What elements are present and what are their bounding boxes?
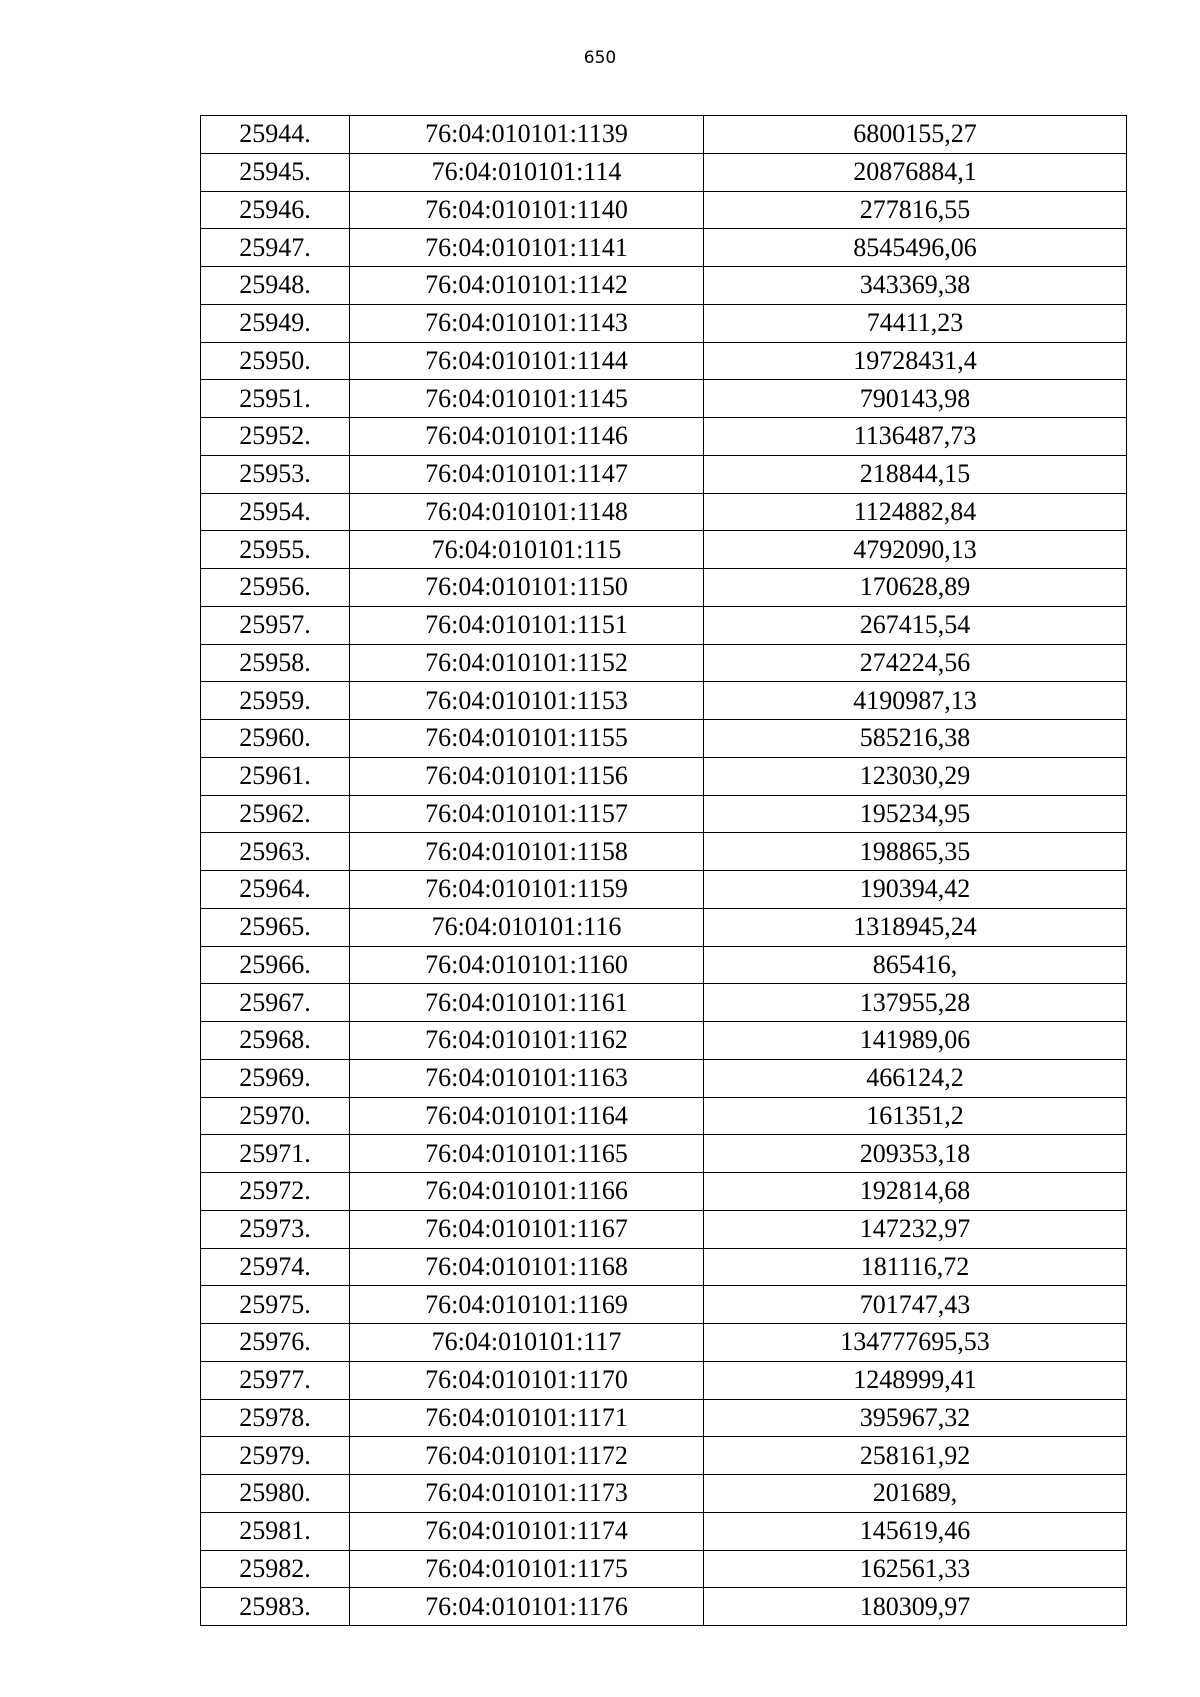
table-row xyxy=(201,1361,1127,1399)
table-row xyxy=(201,267,1127,305)
row-number-cell: 25974. xyxy=(201,1248,350,1286)
cadastral-value-cell: 274224,56 xyxy=(704,644,1127,682)
row-number-cell: 25958. xyxy=(201,644,350,682)
cadastral-value-cell: 1318945,24 xyxy=(704,908,1127,946)
cadastral-number-cell: 76:04:010101:1173 xyxy=(350,1475,704,1513)
cadastral-number-cell: 76:04:010101:1151 xyxy=(350,606,704,644)
cadastral-number-cell: 76:04:010101:1150 xyxy=(350,569,704,607)
cadastral-number-cell: 76:04:010101:1146 xyxy=(350,418,704,456)
cadastral-number-cell: 76:04:010101:1163 xyxy=(350,1059,704,1097)
cadastral-value-cell: 192814,68 xyxy=(704,1173,1127,1211)
cadastral-value-cell: 6800155,27 xyxy=(704,116,1127,154)
table-row xyxy=(201,455,1127,493)
row-number-cell: 25975. xyxy=(201,1286,350,1324)
cadastral-number-cell: 76:04:010101:1161 xyxy=(350,984,704,1022)
table-row xyxy=(201,1475,1127,1513)
cadastral-value-cell: 141989,06 xyxy=(704,1022,1127,1060)
cadastral-number-cell: 76:04:010101:114 xyxy=(350,153,704,191)
cadastral-number-cell: 76:04:010101:1162 xyxy=(350,1022,704,1060)
table-row xyxy=(201,1097,1127,1135)
cadastral-value-cell: 161351,2 xyxy=(704,1097,1127,1135)
cadastral-value-cell: 218844,15 xyxy=(704,455,1127,493)
cadastral-value-cell: 4792090,13 xyxy=(704,531,1127,569)
cadastral-number-cell: 76:04:010101:1171 xyxy=(350,1399,704,1437)
cadastral-value-cell: 170628,89 xyxy=(704,569,1127,607)
table-row xyxy=(201,1324,1127,1362)
table-row xyxy=(201,606,1127,644)
cadastral-number-cell: 76:04:010101:1175 xyxy=(350,1550,704,1588)
cadastral-number-cell: 76:04:010101:1166 xyxy=(350,1173,704,1211)
row-number-cell: 25970. xyxy=(201,1097,350,1135)
table-row xyxy=(201,569,1127,607)
cadastral-number-cell: 76:04:010101:1142 xyxy=(350,267,704,305)
row-number-cell: 25971. xyxy=(201,1135,350,1173)
cadastral-value-cell: 181116,72 xyxy=(704,1248,1127,1286)
row-number-cell: 25956. xyxy=(201,569,350,607)
table-row xyxy=(201,682,1127,720)
table-row xyxy=(201,380,1127,418)
cadastral-value-cell: 1124882,84 xyxy=(704,493,1127,531)
cadastral-number-cell: 76:04:010101:1174 xyxy=(350,1512,704,1550)
row-number-cell: 25953. xyxy=(201,455,350,493)
row-number-cell: 25977. xyxy=(201,1361,350,1399)
cadastral-value-cell: 134777695,53 xyxy=(704,1324,1127,1362)
cadastral-value-cell: 145619,46 xyxy=(704,1512,1127,1550)
table-row xyxy=(201,1248,1127,1286)
cadastral-value-cell: 258161,92 xyxy=(704,1437,1127,1475)
cadastral-value-cell: 1136487,73 xyxy=(704,418,1127,456)
cadastral-number-cell: 76:04:010101:1167 xyxy=(350,1210,704,1248)
table-row xyxy=(201,1399,1127,1437)
cadastral-number-cell: 76:04:010101:1139 xyxy=(350,116,704,154)
cadastral-number-cell: 76:04:010101:1144 xyxy=(350,342,704,380)
cadastral-number-cell: 76:04:010101:1172 xyxy=(350,1437,704,1475)
cadastral-value-table xyxy=(200,115,1127,1626)
cadastral-value-cell: 343369,38 xyxy=(704,267,1127,305)
cadastral-number-cell: 76:04:010101:1164 xyxy=(350,1097,704,1135)
cadastral-number-cell: 76:04:010101:116 xyxy=(350,908,704,946)
table-row xyxy=(201,644,1127,682)
cadastral-number-cell: 76:04:010101:1153 xyxy=(350,682,704,720)
table-row xyxy=(201,908,1127,946)
row-number-cell: 25957. xyxy=(201,606,350,644)
cadastral-value-cell: 277816,55 xyxy=(704,191,1127,229)
cadastral-number-cell: 76:04:010101:1160 xyxy=(350,946,704,984)
cadastral-value-cell: 198865,35 xyxy=(704,833,1127,871)
cadastral-value-cell: 209353,18 xyxy=(704,1135,1127,1173)
cadastral-value-cell: 8545496,06 xyxy=(704,229,1127,267)
table-row xyxy=(201,493,1127,531)
cadastral-value-cell: 4190987,13 xyxy=(704,682,1127,720)
row-number-cell: 25962. xyxy=(201,795,350,833)
cadastral-number-cell: 76:04:010101:1170 xyxy=(350,1361,704,1399)
cadastral-number-cell: 76:04:010101:1152 xyxy=(350,644,704,682)
row-number-cell: 25948. xyxy=(201,267,350,305)
row-number-cell: 25955. xyxy=(201,531,350,569)
row-number-cell: 25959. xyxy=(201,682,350,720)
table-row xyxy=(201,1173,1127,1211)
row-number-cell: 25980. xyxy=(201,1475,350,1513)
row-number-cell: 25944. xyxy=(201,116,350,154)
cadastral-value-cell: 147232,97 xyxy=(704,1210,1127,1248)
cadastral-value-cell: 180309,97 xyxy=(704,1588,1127,1626)
row-number-cell: 25950. xyxy=(201,342,350,380)
cadastral-value-cell: 1248999,41 xyxy=(704,1361,1127,1399)
cadastral-number-cell: 76:04:010101:1157 xyxy=(350,795,704,833)
table-row xyxy=(201,795,1127,833)
page-number: 650 xyxy=(583,48,617,68)
row-number-cell: 25963. xyxy=(201,833,350,871)
row-number-cell: 25951. xyxy=(201,380,350,418)
table-row xyxy=(201,191,1127,229)
table-row xyxy=(201,833,1127,871)
cadastral-number-cell: 76:04:010101:1165 xyxy=(350,1135,704,1173)
row-number-cell: 25969. xyxy=(201,1059,350,1097)
table-row xyxy=(201,1210,1127,1248)
cadastral-value-cell: 201689, xyxy=(704,1475,1127,1513)
cadastral-number-cell: 76:04:010101:115 xyxy=(350,531,704,569)
row-number-cell: 25949. xyxy=(201,304,350,342)
table-row xyxy=(201,1135,1127,1173)
cadastral-number-cell: 76:04:010101:1140 xyxy=(350,191,704,229)
cadastral-number-cell: 76:04:010101:1169 xyxy=(350,1286,704,1324)
row-number-cell: 25946. xyxy=(201,191,350,229)
cadastral-number-cell: 76:04:010101:1143 xyxy=(350,304,704,342)
cadastral-number-cell: 76:04:010101:1176 xyxy=(350,1588,704,1626)
cadastral-value-cell: 865416, xyxy=(704,946,1127,984)
cadastral-number-cell: 76:04:010101:1156 xyxy=(350,757,704,795)
row-number-cell: 25952. xyxy=(201,418,350,456)
cadastral-number-cell: 76:04:010101:1159 xyxy=(350,871,704,909)
cadastral-value-cell: 123030,29 xyxy=(704,757,1127,795)
table-row xyxy=(201,418,1127,456)
cadastral-number-cell: 76:04:010101:1147 xyxy=(350,455,704,493)
table-row xyxy=(201,229,1127,267)
cadastral-value-cell: 395967,32 xyxy=(704,1399,1127,1437)
cadastral-value-cell: 466124,2 xyxy=(704,1059,1127,1097)
row-number-cell: 25967. xyxy=(201,984,350,1022)
cadastral-number-cell: 76:04:010101:1155 xyxy=(350,720,704,758)
table-row xyxy=(201,342,1127,380)
table-row xyxy=(201,984,1127,1022)
table-row xyxy=(201,153,1127,191)
cadastral-value-cell: 267415,54 xyxy=(704,606,1127,644)
row-number-cell: 25947. xyxy=(201,229,350,267)
cadastral-value-cell: 137955,28 xyxy=(704,984,1127,1022)
row-number-cell: 25961. xyxy=(201,757,350,795)
table-row xyxy=(201,757,1127,795)
row-number-cell: 25978. xyxy=(201,1399,350,1437)
cadastral-number-cell: 76:04:010101:117 xyxy=(350,1324,704,1362)
cadastral-number-cell: 76:04:010101:1158 xyxy=(350,833,704,871)
row-number-cell: 25960. xyxy=(201,720,350,758)
row-number-cell: 25965. xyxy=(201,908,350,946)
table-row xyxy=(201,116,1127,154)
cadastral-value-cell: 195234,95 xyxy=(704,795,1127,833)
cadastral-value-cell: 20876884,1 xyxy=(704,153,1127,191)
cadastral-value-cell: 19728431,4 xyxy=(704,342,1127,380)
row-number-cell: 25981. xyxy=(201,1512,350,1550)
cadastral-value-cell: 701747,43 xyxy=(704,1286,1127,1324)
cadastral-number-cell: 76:04:010101:1148 xyxy=(350,493,704,531)
row-number-cell: 25983. xyxy=(201,1588,350,1626)
row-number-cell: 25973. xyxy=(201,1210,350,1248)
table-row xyxy=(201,871,1127,909)
table-row xyxy=(201,1022,1127,1060)
table-row xyxy=(201,1588,1127,1626)
table-row xyxy=(201,304,1127,342)
table-row xyxy=(201,531,1127,569)
cadastral-value-cell: 790143,98 xyxy=(704,380,1127,418)
cadastral-number-cell: 76:04:010101:1141 xyxy=(350,229,704,267)
row-number-cell: 25976. xyxy=(201,1324,350,1362)
row-number-cell: 25966. xyxy=(201,946,350,984)
row-number-cell: 25964. xyxy=(201,871,350,909)
table-row xyxy=(201,720,1127,758)
table-row xyxy=(201,946,1127,984)
cadastral-value-cell: 585216,38 xyxy=(704,720,1127,758)
table-row xyxy=(201,1437,1127,1475)
cadastral-value-cell: 190394,42 xyxy=(704,871,1127,909)
cadastral-value-cell: 162561,33 xyxy=(704,1550,1127,1588)
row-number-cell: 25954. xyxy=(201,493,350,531)
table-row xyxy=(201,1512,1127,1550)
row-number-cell: 25945. xyxy=(201,153,350,191)
row-number-cell: 25979. xyxy=(201,1437,350,1475)
row-number-cell: 25982. xyxy=(201,1550,350,1588)
cadastral-value-cell: 74411,23 xyxy=(704,304,1127,342)
table-row xyxy=(201,1059,1127,1097)
row-number-cell: 25968. xyxy=(201,1022,350,1060)
table-row xyxy=(201,1550,1127,1588)
table-row xyxy=(201,1286,1127,1324)
cadastral-number-cell: 76:04:010101:1145 xyxy=(350,380,704,418)
table-body xyxy=(201,116,1127,1626)
row-number-cell: 25972. xyxy=(201,1173,350,1211)
cadastral-number-cell: 76:04:010101:1168 xyxy=(350,1248,704,1286)
